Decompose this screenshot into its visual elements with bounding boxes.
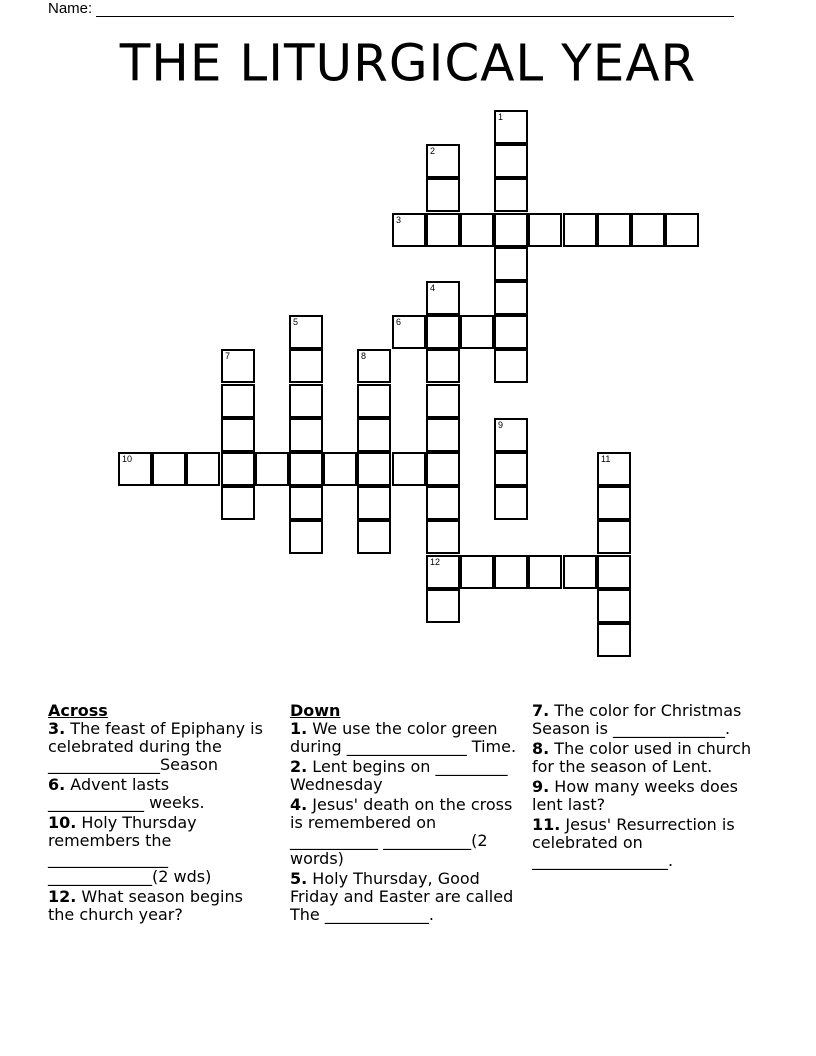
clue-text: The color for Christmas Season is ______________. [532,701,747,738]
clue-text: How many weeks does lent last? [532,777,744,814]
clue-item [290,796,520,868]
clue-number: 8 [361,351,367,361]
grid-cell[interactable] [460,555,494,589]
across-heading: Across [48,701,108,720]
grid-cell[interactable] [597,452,631,486]
grid-cell[interactable] [357,418,391,452]
grid-cell[interactable] [494,281,528,315]
grid-cell[interactable] [289,384,323,418]
across-clues [48,702,268,926]
clue-number: 10 [122,454,133,464]
grid-cell[interactable] [255,452,289,486]
grid-cell[interactable] [186,452,220,486]
grid-cell[interactable] [494,315,528,349]
clue-number: 2 [430,146,436,156]
clue-number: 9 [498,420,504,430]
grid-cell[interactable] [289,486,323,520]
grid-cell[interactable] [426,418,460,452]
clue-item [48,776,268,812]
clue-text: Jesus' death on the cross is remembered on ___________ ___________(2 words) [290,795,518,868]
grid-cell[interactable] [426,589,460,623]
clue-text: Lent begins on _________ Wednesday [290,757,513,794]
clue-number: 6. [48,775,66,794]
grid-cell[interactable] [528,213,562,247]
grid-cell[interactable] [289,349,323,383]
clue-number: 5. [290,869,308,888]
grid-cell[interactable] [152,452,186,486]
grid-cell[interactable] [426,384,460,418]
clue-item [290,720,520,756]
grid-cell[interactable] [426,281,460,315]
down-clues [290,702,520,926]
grid-cell[interactable] [289,520,323,554]
clue-number: 12. [48,887,77,906]
grid-cell[interactable] [460,315,494,349]
grid-cell[interactable] [323,452,357,486]
clue-text: What season begins the church year? [48,887,249,924]
clue-item [532,778,752,814]
grid-cell[interactable] [221,349,255,383]
grid-cell[interactable] [597,555,631,589]
clue-item [48,888,268,924]
clue-text: The feast of Epiphany is celebrated during the ______________Season [48,719,269,774]
clue-text: Jesus' Resurrection is celebrated on _________________. [532,815,740,870]
grid-cell[interactable] [494,213,528,247]
grid-cell[interactable] [494,349,528,383]
clue-number: 11. [532,815,561,834]
grid-cell[interactable] [392,452,426,486]
clue-number: 8. [532,739,550,758]
page-title: THE LITURGICAL YEAR [119,33,697,93]
clue-number: 9. [532,777,550,796]
clue-number: 3 [396,215,402,225]
grid-cell[interactable] [357,349,391,383]
grid-cell[interactable] [494,144,528,178]
down-clues-continued [532,701,757,872]
grid-cell[interactable] [426,452,460,486]
grid-cell[interactable] [494,555,528,589]
grid-cell[interactable] [426,315,460,349]
grid-cell[interactable] [426,349,460,383]
grid-cell[interactable] [289,452,323,486]
grid-cell[interactable] [494,178,528,212]
grid-cell[interactable] [426,144,460,178]
grid-cell[interactable] [460,213,494,247]
clue-number: 7. [532,701,550,720]
grid-cell[interactable] [392,315,426,349]
grid-cell[interactable] [494,452,528,486]
clue-number: 5 [293,317,299,327]
grid-cell[interactable] [494,418,528,452]
clue-number: 3. [48,719,66,738]
clue-text: We use the color green during _______________ Time. [290,719,517,756]
grid-cell[interactable] [631,213,665,247]
clue-number: 6 [396,317,402,327]
grid-cell[interactable] [426,486,460,520]
grid-cell[interactable] [221,486,255,520]
grid-cell[interactable] [221,418,255,452]
grid-cell[interactable] [597,213,631,247]
grid-cell[interactable] [392,213,426,247]
grid-cell[interactable] [357,520,391,554]
clue-number: 1 [498,112,504,122]
down-heading: Down [290,701,341,720]
grid-cell[interactable] [357,384,391,418]
clue-item [532,816,752,870]
grid-cell[interactable] [597,486,631,520]
clue-number: 1. [290,719,308,738]
grid-cell[interactable] [357,486,391,520]
grid-cell[interactable] [665,213,699,247]
clue-item [532,739,757,776]
name-label: Name: [48,0,93,17]
grid-cell[interactable] [426,213,460,247]
grid-cell[interactable] [221,384,255,418]
grid-cell[interactable] [221,452,255,486]
clue-text: The color used in church for the season of Lent. [532,739,757,776]
grid-cell[interactable] [426,555,460,589]
clue-number: 4 [430,283,436,293]
grid-cell[interactable] [597,589,631,623]
grid-cell[interactable] [426,178,460,212]
grid-cell[interactable] [563,555,597,589]
clue-number: 2. [290,757,308,776]
clue-item [532,702,752,738]
clue-number: 4. [290,795,308,814]
grid-cell[interactable] [597,623,631,657]
clue-number: 7 [225,351,231,361]
clue-item [290,870,520,924]
grid-cell[interactable] [563,213,597,247]
grid-cell[interactable] [597,520,631,554]
grid-cell[interactable] [289,315,323,349]
grid-cell[interactable] [494,486,528,520]
grid-cell[interactable] [494,247,528,281]
grid-cell[interactable] [494,110,528,144]
clue-item [290,758,520,794]
clue-number: 12 [430,557,441,567]
clue-item [48,720,268,774]
grid-cell[interactable] [118,452,152,486]
clue-number: 10. [48,813,77,832]
clue-item [48,814,268,886]
grid-cell[interactable] [426,520,460,554]
clue-text: Holy Thursday remembers the _______________ _____________(2 wds) [48,813,212,886]
clue-text: Holy Thursday, Good Friday and Easter are called The _____________. [290,869,519,924]
grid-cell[interactable] [289,418,323,452]
clue-number: 11 [601,454,611,464]
grid-cell[interactable] [357,452,391,486]
clue-text: Advent lasts ____________ weeks. [48,775,205,812]
grid-cell[interactable] [528,555,562,589]
